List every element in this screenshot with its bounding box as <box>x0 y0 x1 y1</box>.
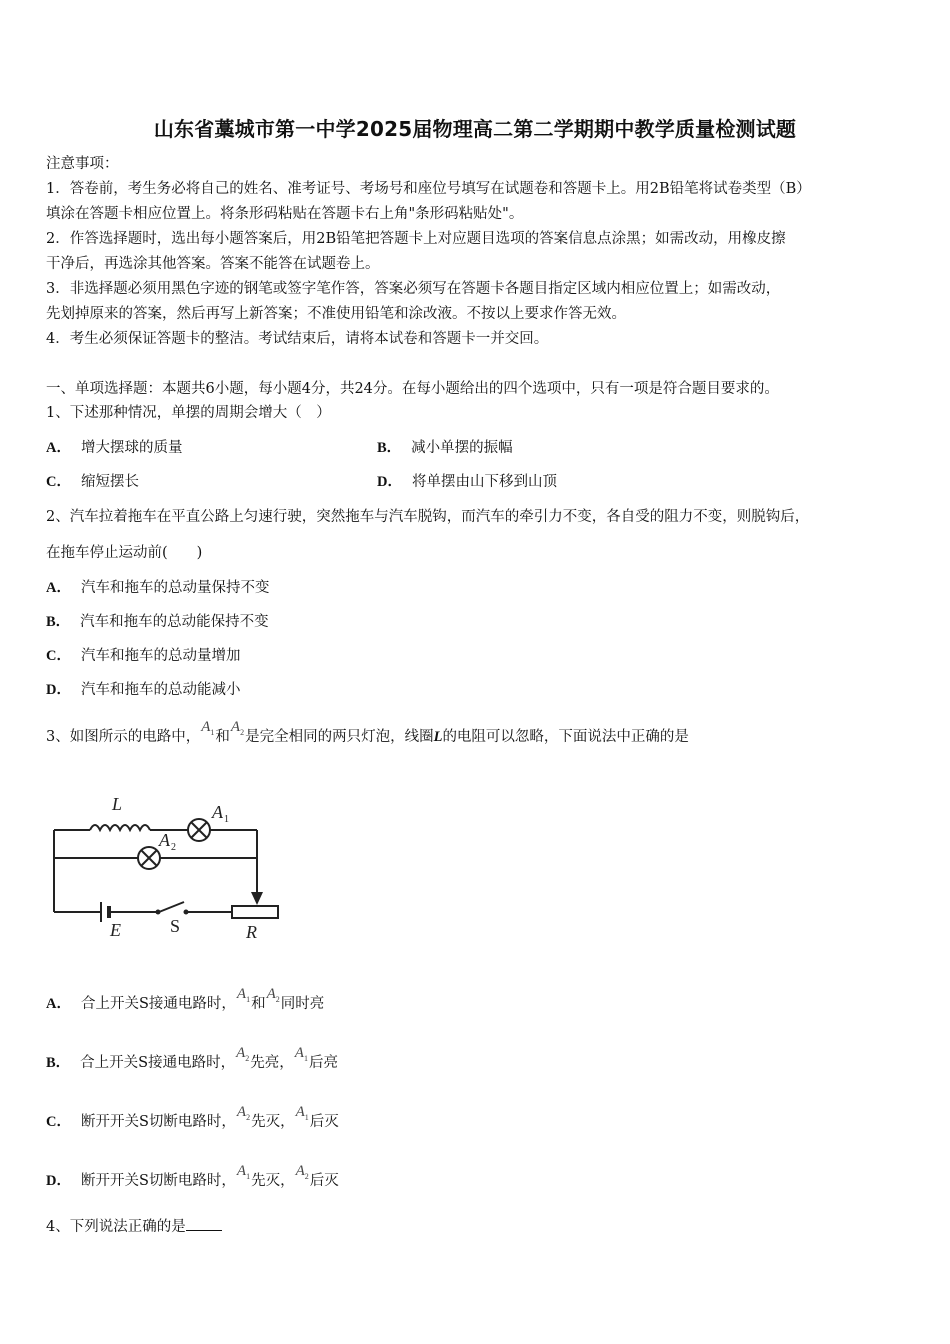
rheostat <box>232 906 278 918</box>
inductor-coil <box>90 825 150 830</box>
bulb-a2-symbol: $A_2$ <box>230 719 245 737</box>
label-a2: A <box>159 830 170 850</box>
switch-blade <box>159 902 184 912</box>
rheostat-slider-arrow <box>251 892 263 905</box>
label-r: R <box>246 922 257 942</box>
q3-option-d: D． 断开开关S切断电路时，$A_1$先灭，$A_2$后灭 <box>46 1163 339 1189</box>
question-2-stem: 2、汽车拉着拖车在平直公路上匀速行驶，突然拖车与汽车脱钩，而汽车的牵引力不变，各自受的阻力不变，则脱钩后， <box>46 509 810 525</box>
notes-line: 先划掉原来的答案，然后再写上新答案；不准使用铅笔和涂改液。不按以上要求作答无效。 <box>46 306 626 322</box>
notes-line: 4．考生必须保证答题卡的整洁。考试结束后，请将本试卷和答题卡一并交回。 <box>46 331 549 347</box>
circuit-diagram <box>46 760 286 946</box>
question-1-stem: 1、下述那种情况，单摆的周期会增大（ ） <box>46 405 331 421</box>
q3-option-b: B． 合上开关S接通电路时，$A_2$先亮，$A_1$后亮 <box>46 1045 338 1071</box>
bulb-a1-symbol: $A_1$ <box>201 719 215 737</box>
notes-line: 2．作答选择题时，选出每小题答案后，用2B铅笔把答题卡上对应题目选项的答案信息点涂黑；如需改动，用橡皮擦 <box>46 231 786 247</box>
page-title: 山东省藁城市第一中学2025届物理高二第二学期期中教学质量检测试题 <box>153 117 797 141</box>
q1-option-b: B． 减小单摆的振幅 <box>377 440 513 456</box>
label-s: S <box>170 916 181 936</box>
question-4-stem: 4、下列说法正确的是 <box>46 1215 222 1236</box>
switch-pivot <box>156 910 161 915</box>
label-l: L <box>112 794 123 814</box>
q2-option-d: D． 汽车和拖车的总动能减小 <box>46 682 241 698</box>
q1-option-d: D． 将单摆由山下移到山顶 <box>377 474 557 490</box>
label-a1: A <box>212 802 223 822</box>
question-3-stem: 3、如图所示的电路中，$A_1$和$A_2$是完全相同的两只灯泡，线圈L的电阻可以忽略，下面说法中正确的是 <box>46 719 689 745</box>
q2-option-a: A． 汽车和拖车的总动量保持不变 <box>46 580 270 596</box>
section-heading: 一、单项选择题：本题共6小题，每小题4分，共24分。在每小题给出的四个选项中，只有一项是符合题目要求的。 <box>46 381 779 397</box>
notes-line: 3．非选择题必须用黑色字迹的钢笔或签字笔作答，答案必须写在答题卡各题目指定区域内相应位置上；如需改动， <box>46 281 781 297</box>
notes-heading: 注意事项： <box>46 156 119 172</box>
notes-line: 干净后，再选涂其他答案。答案不能答在试题卷上。 <box>46 256 380 272</box>
answer-blank <box>186 1218 222 1231</box>
q1-option-a: A． 增大摆球的质量 <box>46 440 183 456</box>
q2-option-b: B． 汽车和拖车的总动能保持不变 <box>46 614 269 630</box>
q1-option-c: C． 缩短摆长 <box>46 474 139 490</box>
q3-option-c: C． 断开开关S切断电路时，$A_2$先灭，$A_1$后灭 <box>46 1104 339 1130</box>
question-2-stem-cont: 在拖车停止运动前( ) <box>46 545 203 561</box>
label-e: E <box>110 920 121 940</box>
q2-option-c: C． 汽车和拖车的总动量增加 <box>46 648 241 664</box>
q3-option-a: A． 合上开关S接通电路时，$A_1$和$A_2$同时亮 <box>46 986 325 1012</box>
notes-line: 填涂在答题卡相应位置上。将条形码粘贴在答题卡右上角"条形码粘贴处"。 <box>46 206 524 222</box>
switch-contact <box>184 910 189 915</box>
label-a2-sub: 2 <box>171 842 176 853</box>
label-a1-sub: 1 <box>224 814 229 825</box>
notes-line: 1．答卷前，考生务必将自己的姓名、准考证号、考场号和座位号填写在试题卷和答题卡上。用2B铅笔将试卷类型（B） <box>46 181 811 197</box>
